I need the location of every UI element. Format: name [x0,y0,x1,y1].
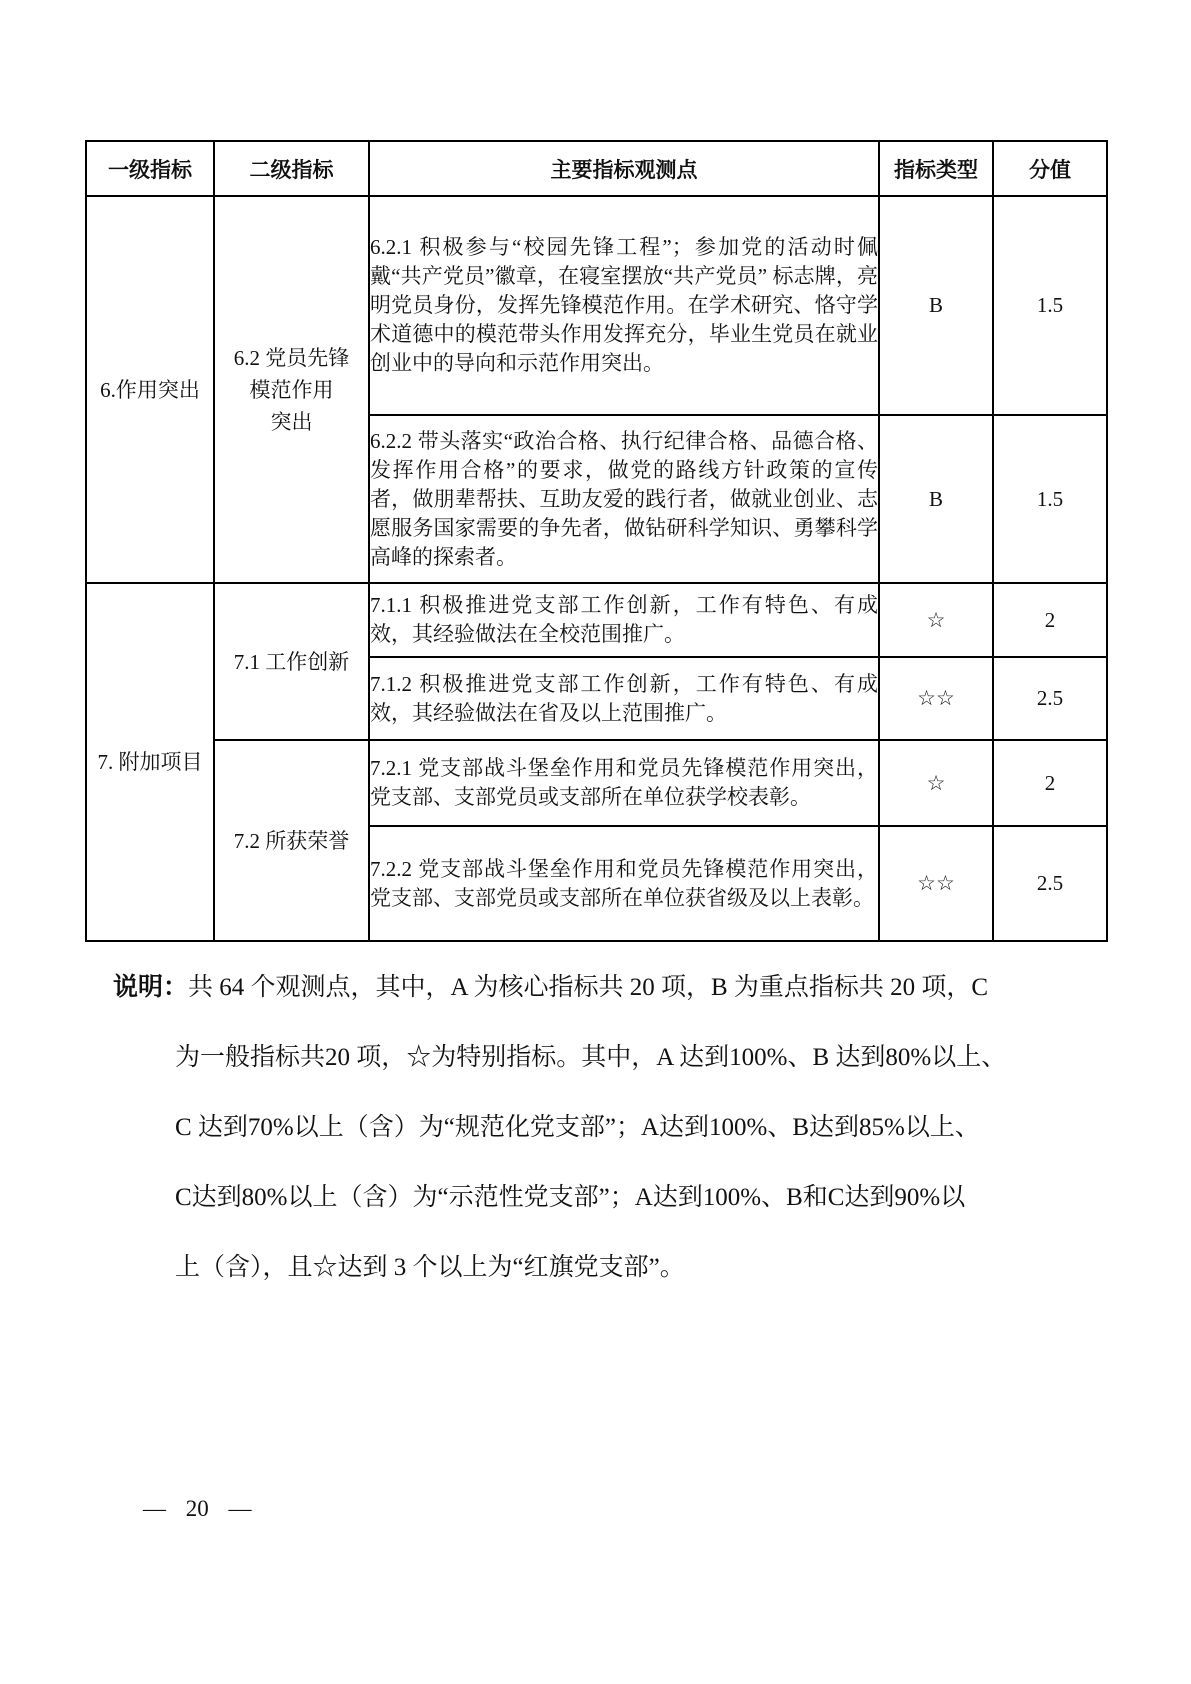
page-number: — 20 — [143,1496,252,1521]
header-observation-points: 主要指标观测点 [369,141,879,196]
cell-type-7-2-2: ☆☆ [879,826,993,941]
table-row [86,196,1107,415]
level2-line: 模范作用 [249,377,334,402]
cell-observation-7-1-2: 7.1.2 积极推进党支部工作创新，工作有特色、有成效，其经验做法在省及以上范围推广。 [369,657,879,740]
cell-observation-6-2-1: 6.2.1 积极参与“校园先锋工程”；参加党的活动时佩戴“共产党员”徽章，在寝室摆放“共产党员” 标志牌，亮明党员身份，发挥先锋模范作用。在学术研究、恪守学术道德中的模范带头作用发挥充分，毕业生党员在就业创业中的导向和示范作用突出。 [369,196,879,415]
cell-level2-6-2 [214,196,369,583]
cell-level1-7: 7. 附加项目 [86,583,214,941]
cell-type-6-2-2: B [879,415,993,583]
header-level1-indicator: 一级指标 [86,141,214,196]
indicator-table [85,140,1108,942]
note-line-5: 上（含），且☆达到 3 个以上为“红旗党支部”。 [175,1254,685,1281]
cell-type-7-1-1: ☆ [879,583,993,657]
cell-observation-7-2-1: 7.2.1 党支部战斗堡垒作用和党员先锋模范作用突出，党支部、支部党员或支部所在单位获学校表彰。 [369,740,879,826]
header-indicator-type: 指标类型 [879,141,993,196]
cell-type-6-2-1: B [879,196,993,415]
table-row [86,740,1107,826]
cell-score-7-1-2: 2.5 [993,657,1107,740]
cell-type-7-2-1: ☆ [879,740,993,826]
header-level2-indicator: 二级指标 [214,141,369,196]
header-score: 分值 [993,141,1107,196]
cell-level1-6: 6.作用突出 [86,196,214,583]
note-line-3: C 达到70%以上（含）为“规范化党支部”；A达到100%、B达到85%以上、 [175,1114,980,1141]
cell-observation-7-2-2: 7.2.2 党支部战斗堡垒作用和党员先锋模范作用突出，党支部、支部党员或支部所在单位获省级及以上表彰。 [369,826,879,941]
note-text: 共 64 个观测点，其中，A 为核心指标共 20 项，B 为重点指标共 20 项，C [188,974,989,1001]
cell-observation-6-2-2: 6.2.2 带头落实“政治合格、执行纪律合格、品德合格、发挥作用合格”的要求，做党的路线方针政策的宣传者，做朋辈帮扶、互助友爱的践行者，做就业创业、志愿服务国家需要的争先者，做钻研科学知识、勇攀科学高峰的探索者。 [369,415,879,583]
cell-level2-7-2: 7.2 所获荣誉 [214,740,369,941]
level2-line: 突出 [270,409,313,434]
cell-score-6-2-2: 1.5 [993,415,1107,583]
note-line-4: C达到80%以上（含）为“示范性党支部”；A达到100%、B和C达到90%以 [175,1184,966,1211]
note-label: 说明： [113,973,189,1001]
table-row [86,583,1107,657]
cell-score-6-2-1: 1.5 [993,196,1107,415]
level2-line: 6.2 党员先锋 [233,345,350,370]
cell-observation-7-1-1: 7.1.1 积极推进党支部工作创新，工作有特色、有成效，其经验做法在全校范围推广。 [369,583,879,657]
note-line-2: 为一般指标共20 项，☆为特别指标。其中，A 达到100%、B 达到80%以上、 [175,1044,1007,1071]
cell-score-7-2-2: 2.5 [993,826,1107,941]
cell-score-7-1-1: 2 [993,583,1107,657]
notes-paragraph [113,952,1098,1303]
note-line-1 [113,952,1098,1023]
cell-level2-7-1: 7.1 工作创新 [214,583,369,740]
cell-score-7-2-1: 2 [993,740,1107,826]
table-header-row [86,141,1107,196]
cell-type-7-1-2: ☆☆ [879,657,993,740]
